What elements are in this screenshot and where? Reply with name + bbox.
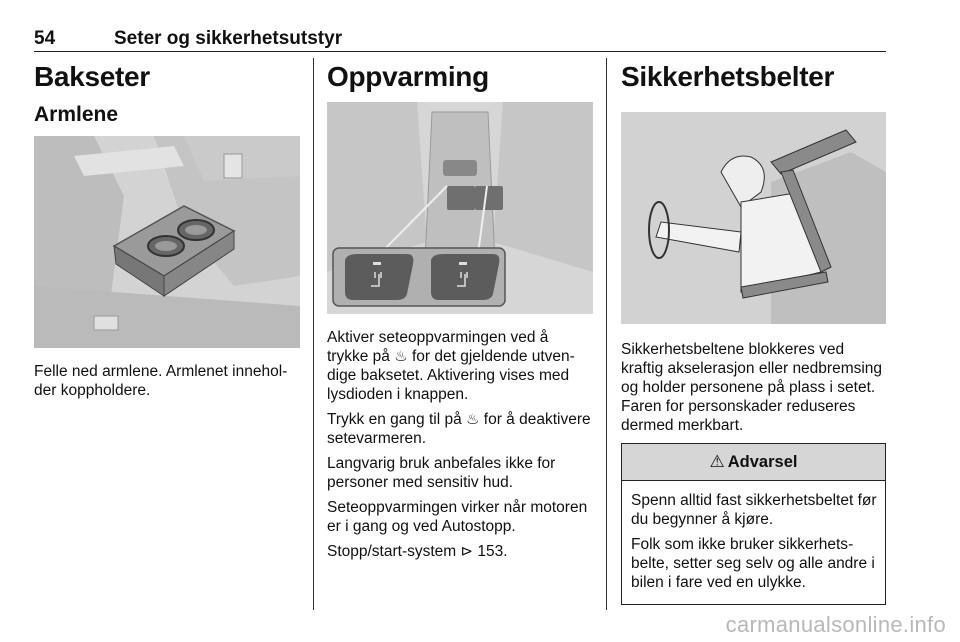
subsection-heading: Armlene xyxy=(34,103,119,126)
column-2 xyxy=(327,58,593,567)
column-3 xyxy=(621,58,886,605)
warning-triangle-icon: ⚠ xyxy=(709,452,725,471)
paragraph: Folk som ikke bruker sikkerhetsbelte, setter seg selv og alle andre i bilen i fare ved en ulykke. xyxy=(631,536,875,591)
seat-heat-icon: ♨ xyxy=(466,411,480,428)
paragraph: Aktiver seteoppvarmingen ved å trykke på ♨ for det gjeldende utvendige baksetet. Aktivering vises med lysdioden i knappen. xyxy=(327,329,575,403)
paragraph: Trykk en gang til på ♨ for å deaktivere setevarmeren. xyxy=(327,411,591,447)
warning-body xyxy=(622,481,885,604)
paragraph: Seteoppvarmingen virker når motoren er i gang og ved Autostopp. xyxy=(327,499,588,535)
paragraph: Sikkerhetsbeltene blokkeres ved kraftig akselerasjon eller nedbremsing og holder personene på plass i setet. Faren for personskader reduseres dermed merkbart. xyxy=(621,341,883,434)
warning-header xyxy=(622,444,885,481)
column-1 xyxy=(34,58,300,406)
paragraph: Langvarig bruk anbefales ikke for personer med sensitiv hud. xyxy=(327,455,556,491)
page-reference-arrow-icon: ⊳ xyxy=(460,543,474,560)
cross-reference: Stopp/start-system ⊳ 153. xyxy=(327,543,508,560)
paragraph: Spenn alltid fast sikkerhetsbeltet før du begynner å kjøre. xyxy=(631,492,877,528)
armrest-illustration xyxy=(34,136,300,348)
running-title: Seter og sikkerhetsutstyr xyxy=(114,28,343,49)
seat-heat-icon: ♨ xyxy=(394,348,408,365)
seat-heating-illustration xyxy=(327,102,593,314)
header-rule xyxy=(34,51,886,52)
column-divider xyxy=(606,58,607,610)
section-heading: Oppvarming xyxy=(327,61,489,92)
column-divider xyxy=(313,58,314,610)
section-heading: Sikkerhetsbelter xyxy=(621,61,835,92)
seatbelt-illustration xyxy=(621,112,886,324)
page-reference[interactable]: 153. xyxy=(477,543,508,560)
section-heading: Bakseter xyxy=(34,61,150,92)
page-header xyxy=(34,28,886,50)
armrest-caption: Felle ned armlene. Armlenet inneholder koppholdere. xyxy=(34,363,288,399)
warning-title: Advarsel xyxy=(727,452,798,471)
page-number: 54 xyxy=(34,28,56,49)
watermark: carmanualsonline.info xyxy=(725,612,946,637)
warning-box xyxy=(621,443,886,605)
